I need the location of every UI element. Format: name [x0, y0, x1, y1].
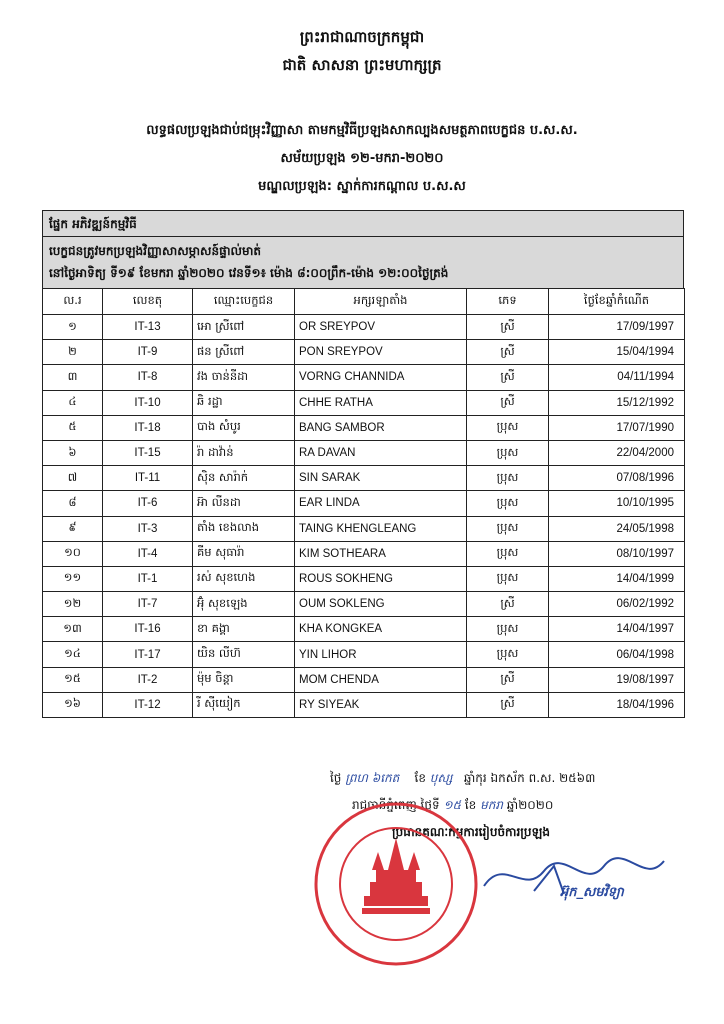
- row-sex: ស្រី: [467, 592, 549, 617]
- table-row: [43, 667, 685, 692]
- col-header-name-latin: អក្សរឡាតាំង: [295, 289, 467, 315]
- table-row: [43, 390, 685, 415]
- row-no: ១២: [43, 592, 103, 617]
- row-no: ២: [43, 340, 103, 365]
- table-row: [43, 365, 685, 390]
- row-no: ១៣: [43, 617, 103, 642]
- row-name-kh: រ៉ា ដាវ៉ាន់: [193, 440, 295, 465]
- row-name-latin: OUM SOKLENG: [295, 592, 467, 617]
- row-no: ៧: [43, 466, 103, 491]
- row-dob: 08/10/1997: [549, 541, 685, 566]
- col-header-dob: ថ្ងៃខែឆ្នាំកំណើត: [549, 289, 685, 315]
- row-name-kh: គីម សុធារ៉ា: [193, 541, 295, 566]
- row-name-latin: ROUS SOKHENG: [295, 566, 467, 591]
- date-month: មករា: [480, 798, 503, 812]
- row-name-latin: BANG SAMBOR: [295, 415, 467, 440]
- row-no: ១១: [43, 566, 103, 591]
- row-name-kh: ខា គង្គា: [193, 617, 295, 642]
- table-row: [43, 415, 685, 440]
- row-code: IT-16: [103, 617, 193, 642]
- row-no: ៣: [43, 365, 103, 390]
- signer-title: ប្រធានគណៈកម្មការរៀបចំការប្រឡង: [392, 825, 550, 839]
- row-name-kh: បាង សំបូរ: [193, 415, 295, 440]
- row-name-latin: KHA KONGKEA: [295, 617, 467, 642]
- row-code: IT-9: [103, 340, 193, 365]
- row-name-latin: CHHE RATHA: [295, 390, 467, 415]
- row-dob: 07/08/1996: [549, 466, 685, 491]
- date-day: ១៥: [443, 798, 462, 812]
- row-dob: 14/04/1997: [549, 617, 685, 642]
- table-row: [43, 541, 685, 566]
- row-name-latin: PON SREYPOV: [295, 340, 467, 365]
- row-dob: 14/04/1999: [549, 566, 685, 591]
- row-dob: 15/12/1992: [549, 390, 685, 415]
- row-name-latin: SIN SARAK: [295, 466, 467, 491]
- signer-name: អ៊ុក_សមវិទ្យា: [560, 885, 624, 900]
- col-header-sex: ភេទ: [467, 289, 549, 315]
- row-dob: 22/04/2000: [549, 440, 685, 465]
- row-code: IT-13: [103, 315, 193, 340]
- table-row: [43, 440, 685, 465]
- results-table-container: [42, 210, 684, 718]
- kingdom-title: ព្រះរាជាណាចក្រកម្ពុជា: [299, 28, 425, 46]
- row-sex: ស្រី: [467, 340, 549, 365]
- row-sex: ប្រុស: [467, 642, 549, 667]
- exam-center: មណ្ឌលប្រឡង: ស្នាក់ការកណ្តាល ប.ស.ស: [258, 179, 466, 194]
- row-code: IT-7: [103, 592, 193, 617]
- row-code: IT-8: [103, 365, 193, 390]
- row-name-kh: អ៊ុំ សុខឡេង: [193, 592, 295, 617]
- table-row: [43, 642, 685, 667]
- schedule-line-2: នៅថ្ងៃអាទិត្យ ទី១៩ ខែមករា ឆ្នាំ២០២០ វេនទី១៖ ម៉ោង ៨:០០ព្រឹក-ម៉ោង ១២:០០ថ្ងៃត្រង់: [49, 266, 449, 280]
- row-no: ១៦: [43, 692, 103, 717]
- table-row: [43, 466, 685, 491]
- row-sex: ប្រុស: [467, 617, 549, 642]
- row-name-kh: អោ ស្រីពៅ: [193, 315, 295, 340]
- row-sex: ស្រី: [467, 315, 549, 340]
- col-header-code: លេខតុ: [103, 289, 193, 315]
- schedule-line-1: បេក្ខជនត្រូវមកប្រឡងវិញ្ញាសាសម្ភាសន៍ផ្ទាល់មាត់: [49, 244, 261, 258]
- row-name-latin: YIN LIHOR: [295, 642, 467, 667]
- row-name-latin: MOM CHENDA: [295, 667, 467, 692]
- row-name-latin: KIM SOTHEARA: [295, 541, 467, 566]
- row-dob: 24/05/1998: [549, 516, 685, 541]
- table-row: [43, 315, 685, 340]
- row-name-latin: VORNG CHANNIDA: [295, 365, 467, 390]
- row-sex: ប្រុស: [467, 415, 549, 440]
- official-seal: [312, 800, 480, 968]
- row-name-kh: ស៊ិន សារ៉ាក់: [193, 466, 295, 491]
- row-code: IT-10: [103, 390, 193, 415]
- row-dob: 04/11/1994: [549, 365, 685, 390]
- row-dob: 18/04/1996: [549, 692, 685, 717]
- table-row: [43, 516, 685, 541]
- row-code: IT-1: [103, 566, 193, 591]
- row-no: ៦: [43, 440, 103, 465]
- row-sex: ស្រី: [467, 692, 549, 717]
- row-code: IT-18: [103, 415, 193, 440]
- row-code: IT-17: [103, 642, 193, 667]
- row-sex: ប្រុស: [467, 491, 549, 516]
- row-no: ១៥: [43, 667, 103, 692]
- angkor-temple-icon: [362, 838, 430, 914]
- row-name-latin: RY SIYEAK: [295, 692, 467, 717]
- row-dob: 19/08/1997: [549, 667, 685, 692]
- row-name-latin: TAING KHENGLEANG: [295, 516, 467, 541]
- row-sex: ស្រី: [467, 365, 549, 390]
- row-name-kh: រស់ សុខហេង: [193, 566, 295, 591]
- row-no: ១: [43, 315, 103, 340]
- row-name-kh: ផន ស្រីពៅ: [193, 340, 295, 365]
- row-dob: 15/04/1994: [549, 340, 685, 365]
- lunar-day: ព្រហ ៦កេត: [345, 771, 400, 785]
- row-dob: 17/09/1997: [549, 315, 685, 340]
- row-no: ៨: [43, 491, 103, 516]
- results-table: [42, 288, 685, 718]
- table-row: [43, 491, 685, 516]
- row-code: IT-12: [103, 692, 193, 717]
- lunar-date-line: [330, 770, 710, 788]
- row-name-kh: អ៊ា លីនដា: [193, 491, 295, 516]
- lunar-year: ឆ្នាំកុរ ឯកស័ក ព.ស. ២៥៦៣: [463, 771, 596, 785]
- date-month-prefix: ខែ: [464, 798, 477, 812]
- lunar-month: បុស្ស: [429, 771, 453, 785]
- table-row: [43, 592, 685, 617]
- table-header-row: [43, 289, 685, 315]
- row-sex: ប្រុស: [467, 566, 549, 591]
- exam-session: សម័យប្រឡង ១២-មករា-២០២០: [280, 151, 444, 166]
- row-code: IT-6: [103, 491, 193, 516]
- table-row: [43, 617, 685, 642]
- lunar-month-prefix: ខែ: [414, 771, 426, 785]
- row-name-kh: យិន លីហ៊: [193, 642, 295, 667]
- row-no: ៥: [43, 415, 103, 440]
- row-name-kh: ម៉ុម ចិន្តា: [193, 667, 295, 692]
- row-sex: ប្រុស: [467, 541, 549, 566]
- row-code: IT-3: [103, 516, 193, 541]
- row-name-latin: OR SREYPOV: [295, 315, 467, 340]
- row-dob: 17/07/1990: [549, 415, 685, 440]
- row-name-kh: រី ស៊ីយៀក: [193, 692, 295, 717]
- row-sex: ស្រី: [467, 390, 549, 415]
- row-sex: ប្រុស: [467, 516, 549, 541]
- row-dob: 10/10/1995: [549, 491, 685, 516]
- row-sex: ប្រុស: [467, 440, 549, 465]
- row-name-latin: EAR LINDA: [295, 491, 467, 516]
- row-no: ១៤: [43, 642, 103, 667]
- row-dob: 06/02/1992: [549, 592, 685, 617]
- row-name-kh: ឆិ រដ្ឋា: [193, 390, 295, 415]
- national-motto: ជាតិ សាសនា ព្រះមហាក្សត្រ: [282, 56, 442, 74]
- date-prefix: រាជធានីភ្នំពេញ ថ្ងៃទី: [352, 798, 440, 812]
- lunar-day-prefix: ថ្ងៃ: [330, 771, 342, 785]
- schedule-band: [42, 236, 684, 288]
- table-row: [43, 692, 685, 717]
- date-year: ឆ្នាំ២០២០: [506, 798, 554, 812]
- row-code: IT-2: [103, 667, 193, 692]
- col-header-name-kh: ឈ្មោះបេក្ខជន: [193, 289, 295, 315]
- row-code: IT-11: [103, 466, 193, 491]
- row-no: ១០: [43, 541, 103, 566]
- row-sex: ប្រុស: [467, 466, 549, 491]
- row-name-kh: តាំង ខេងលាង: [193, 516, 295, 541]
- row-name-latin: RA DAVAN: [295, 440, 467, 465]
- row-no: ៩: [43, 516, 103, 541]
- row-code: IT-4: [103, 541, 193, 566]
- section-band: ផ្នែក អភិវឌ្ឍន៍កម្មវិធី: [42, 210, 684, 236]
- row-name-kh: វង ចាន់នីដា: [193, 365, 295, 390]
- table-row: [43, 566, 685, 591]
- row-code: IT-15: [103, 440, 193, 465]
- row-dob: 06/04/1998: [549, 642, 685, 667]
- row-no: ៤: [43, 390, 103, 415]
- table-row: [43, 340, 685, 365]
- row-sex: ស្រី: [467, 667, 549, 692]
- document-title: លទ្ធផលប្រឡងជាប់ជម្រុះវិញ្ញាសា តាមកម្មវិធីប្រឡងសាកល្បងសមត្ថភាពបេក្ខជន ប.ស.ស.: [146, 123, 578, 138]
- col-header-no: ល.រ: [43, 289, 103, 315]
